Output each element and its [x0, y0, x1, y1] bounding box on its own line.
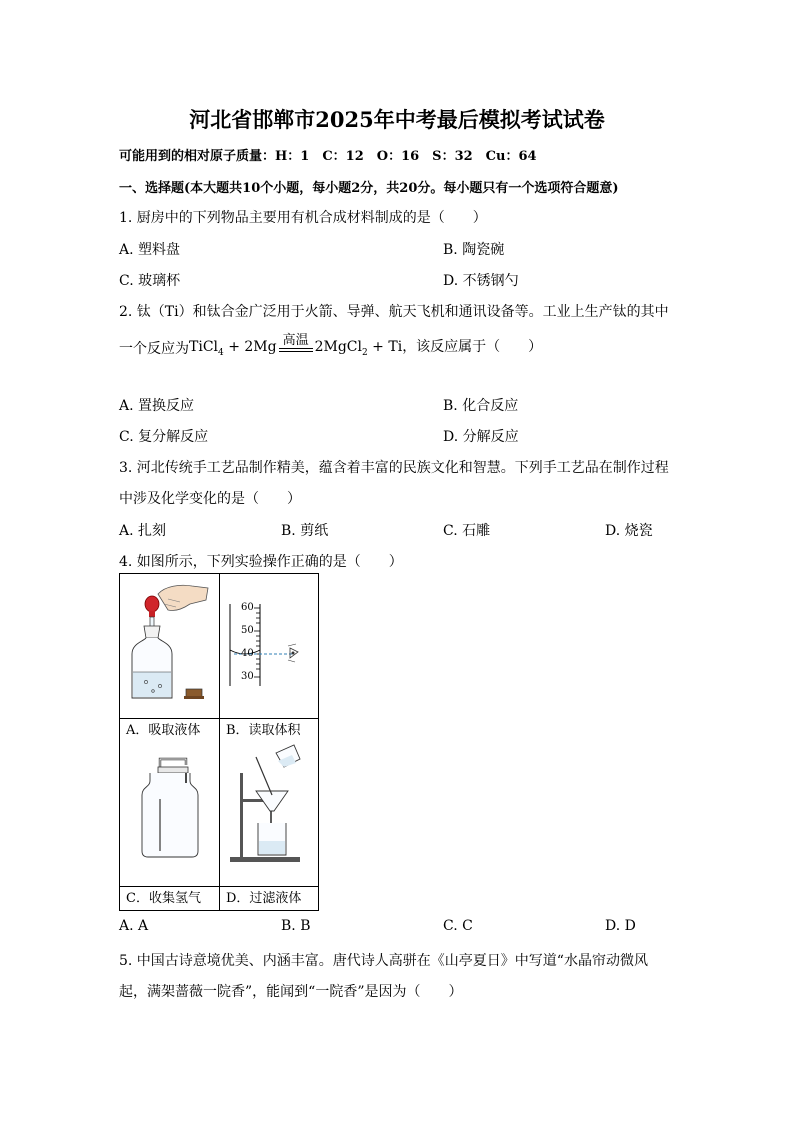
caption-a: A．吸取液体: [120, 718, 219, 742]
eq-product2: + Ti: [367, 339, 403, 356]
q3-option-a[interactable]: A. 扎刻: [119, 523, 167, 539]
q2-stem: 2. 钛（Ti）和钛合金广泛用于火箭、导弹、航天飞机和通讯设备等。工业上生产钛的其中: [119, 304, 669, 320]
q4-figure-grid: [119, 573, 319, 911]
atomic-masses: 可能用到的相对原子质量：H：1 C：12 O：16 S：32 Cu：64: [119, 149, 537, 164]
section-header: 一、选择题(本大题共10个小题，每小题2分，共20分。每小题只有一个选项符合题意): [119, 181, 619, 196]
q2-equation: [119, 333, 542, 373]
q4-option-c[interactable]: C. C: [443, 918, 473, 934]
figure-c-gas-bottle: [120, 743, 219, 886]
eq-reactant2: + 2Mg: [223, 339, 277, 356]
eq-sub1: 4: [218, 348, 224, 358]
q3-option-b[interactable]: B. 剪纸: [281, 523, 329, 539]
q2-option-a[interactable]: A. 置换反应: [119, 398, 195, 414]
scale-60: 60: [241, 602, 254, 613]
q2-option-b[interactable]: B. 化合反应: [443, 398, 519, 414]
q3-option-c[interactable]: C. 石雕: [443, 523, 491, 539]
q3-stem-line1: 3. 河北传统手工艺品制作精美，蕴含着丰富的民族文化和智慧。下列手工艺品在制作过程: [119, 460, 669, 476]
q4-option-a[interactable]: A. A: [119, 918, 149, 934]
eq-reactant1: TiCl: [189, 339, 219, 356]
scale-40: 40: [241, 648, 254, 659]
eq-condition: [279, 333, 313, 358]
eq-suffix: ，该反应属于（ ）: [402, 339, 543, 356]
eq-product1: 2MgCl: [314, 339, 362, 356]
eq-condition-label: 高温: [282, 333, 309, 348]
figure-b-cylinder: [220, 574, 318, 718]
eq-equals-sign: [279, 348, 313, 352]
q1-option-c[interactable]: C. 玻璃杯: [119, 273, 181, 289]
scale-50: 50: [241, 625, 254, 636]
q4-option-d[interactable]: D. D: [605, 918, 636, 934]
scale-30: 30: [241, 671, 254, 682]
q1-option-b[interactable]: B. 陶瓷碗: [443, 242, 505, 258]
page-title: 河北省邯郸市2025年中考最后模拟考试试卷: [189, 107, 605, 132]
figure-a-dropper: [120, 574, 219, 718]
q2-option-c[interactable]: C. 复分解反应: [119, 429, 209, 445]
q5-stem-line1: 5. 中国古诗意境优美、内涵丰富。唐代诗人高骈在《山亭夏日》中写道“水晶帘动微风: [119, 953, 648, 969]
q4-stem: 4. 如图所示，下列实验操作正确的是（ ）: [119, 554, 403, 570]
q3-stem-line2: 中涉及化学变化的是（ ）: [119, 491, 301, 507]
caption-d: D．过滤液体: [220, 886, 318, 910]
q5-stem-line2: 起，满架蔷薇一院香”，能闻到“一院香”是因为（ ）: [119, 984, 463, 1000]
q1-option-d[interactable]: D. 不锈钢勺: [443, 273, 519, 289]
q1-option-a[interactable]: A. 塑料盘: [119, 242, 181, 258]
q2-option-d[interactable]: D. 分解反应: [443, 429, 519, 445]
eq-prefix: 一个反应为: [119, 341, 189, 357]
caption-c: C．收集氢气: [120, 886, 219, 910]
caption-b: B．读取体积: [220, 718, 318, 742]
q3-option-d[interactable]: D. 烧瓷: [605, 523, 653, 539]
q4-option-b[interactable]: B. B: [281, 918, 311, 934]
q1-stem: 1. 厨房中的下列物品主要用有机合成材料制成的是（ ）: [119, 210, 487, 226]
figure-d-filtration: [220, 743, 318, 886]
eq-sub2: 2: [362, 348, 368, 358]
